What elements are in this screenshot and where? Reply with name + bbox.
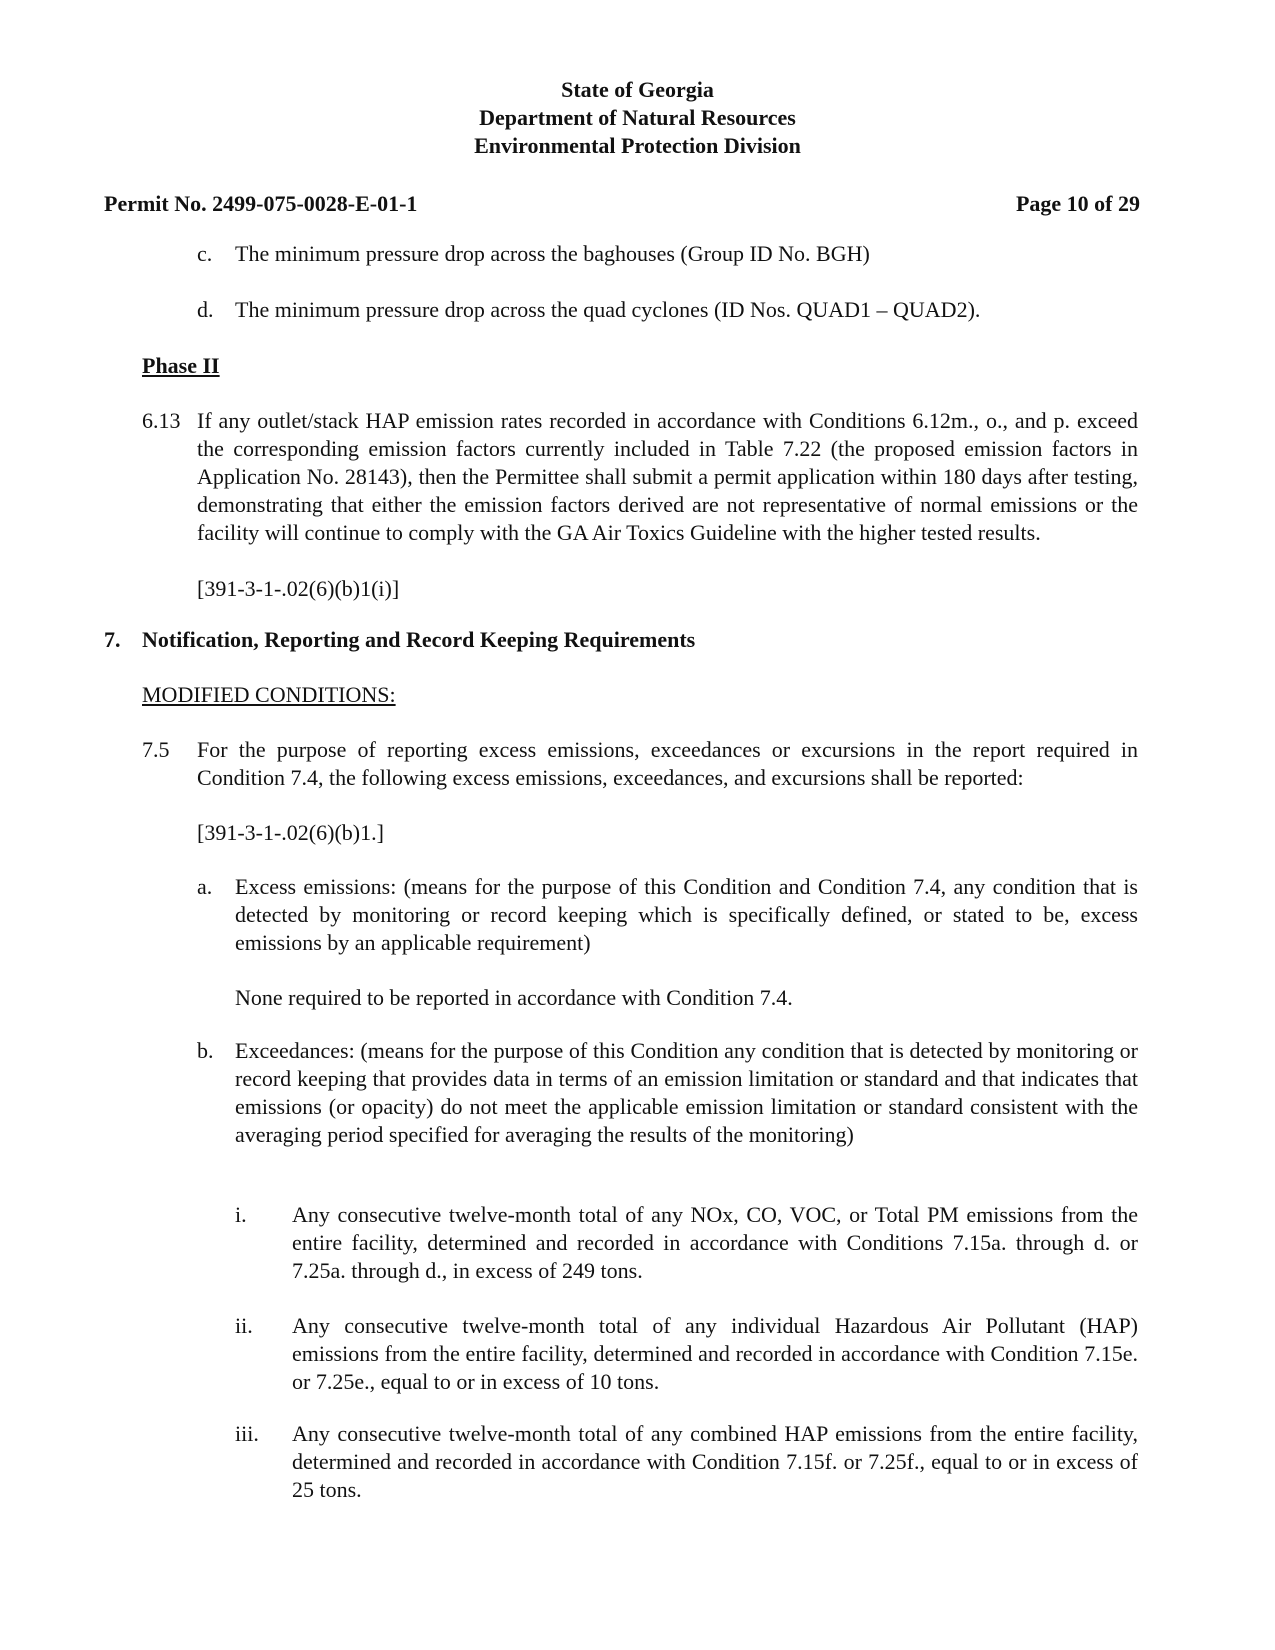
item-b-label: b.: [197, 1038, 214, 1063]
header-department: Department of Natural Resources: [479, 105, 796, 130]
item-a-label: a.: [197, 874, 213, 899]
subitem-ii-text: Any consecutive twelve-month total of any individual Hazardous Air Pollutant (HAP) emissions from the entire facility, determined and recorded in accordance with Condition 7.15e. or 7.25e., equal to or in excess of 10 tons.: [292, 1313, 1138, 1394]
modified-conditions-heading: MODIFIED CONDITIONS:: [142, 682, 396, 707]
item-d-label: d.: [197, 297, 214, 322]
condition-75-number: 7.5: [142, 737, 170, 762]
subitem-ii-label: ii.: [235, 1313, 253, 1338]
subitem-i-text: Any consecutive twelve-month total of any NOx, CO, VOC, or Total PM emissions from the entire facility, determined and recorded in accordance with Conditions 7.15a. through d. or 7.25a. through d., in excess of 249 tons.: [292, 1202, 1138, 1283]
subitem-iii-text: Any consecutive twelve-month total of any combined HAP emissions from the entire facility, determined and recorded in accordance with Condition 7.15f. or 7.25f., equal to or in excess of 25 tons.: [292, 1421, 1138, 1502]
condition-613-text: If any outlet/stack HAP emission rates recorded in accordance with Conditions 6.12m., o., and p. exceed the corresponding emission factors currently included in Table 7.22 (the proposed emission factors in Application No. 28143), then the Permittee shall submit a permit application within 180 days after testing, demonstrating that either the emission factors derived are not representative of normal emissions or the facility will continue to comply with the GA Air Toxics Guideline with the higher tested results.: [197, 408, 1138, 545]
condition-613-number: 6.13: [142, 408, 181, 433]
condition-75-citation: [391-3-1-.02(6)(b)1.]: [197, 820, 384, 845]
item-b-text: Exceedances: (means for the purpose of this Condition any condition that is detected by monitoring or record keeping that provides data in terms of an emission limitation or standard and that indicates that emissions (or opacity) do not meet the applicable emission limitation or standard consistent with the averaging period specified for averaging the results of the monitoring): [235, 1038, 1138, 1147]
agency-header: [0, 76, 1275, 160]
header-division: Environmental Protection Division: [474, 133, 801, 158]
subitem-i-label: i.: [235, 1202, 247, 1227]
header-state: State of Georgia: [561, 77, 714, 102]
phase-heading: Phase II: [142, 353, 220, 378]
item-a-text: Excess emissions: (means for the purpose of this Condition and Condition 7.4, any condition that is detected by monitoring or record keeping which is specifically defined, or stated to be, excess emissions by an applicable requirement): [235, 874, 1138, 955]
section-7-title: Notification, Reporting and Record Keeping Requirements: [142, 627, 696, 652]
page-number: Page 10 of 29: [1015, 191, 1140, 216]
condition-75-text: For the purpose of reporting excess emissions, exceedances or excursions in the report required in Condition 7.4, the following excess emissions, exceedances, and excursions shall be reported:: [197, 737, 1138, 790]
item-c-label: c.: [197, 241, 213, 266]
item-a-note: None required to be reported in accordance with Condition 7.4.: [235, 985, 793, 1010]
item-d-text: The minimum pressure drop across the quad cyclones (ID Nos. QUAD1 – QUAD2).: [235, 297, 981, 322]
subitem-iii-label: iii.: [235, 1421, 259, 1446]
item-c-text: The minimum pressure drop across the baghouses (Group ID No. BGH): [235, 241, 870, 266]
condition-613-citation: [391-3-1-.02(6)(b)1(i)]: [197, 576, 400, 601]
permit-number: Permit No. 2499-075-0028-E-01-1: [104, 191, 418, 216]
section-7-number: 7.: [104, 627, 121, 652]
